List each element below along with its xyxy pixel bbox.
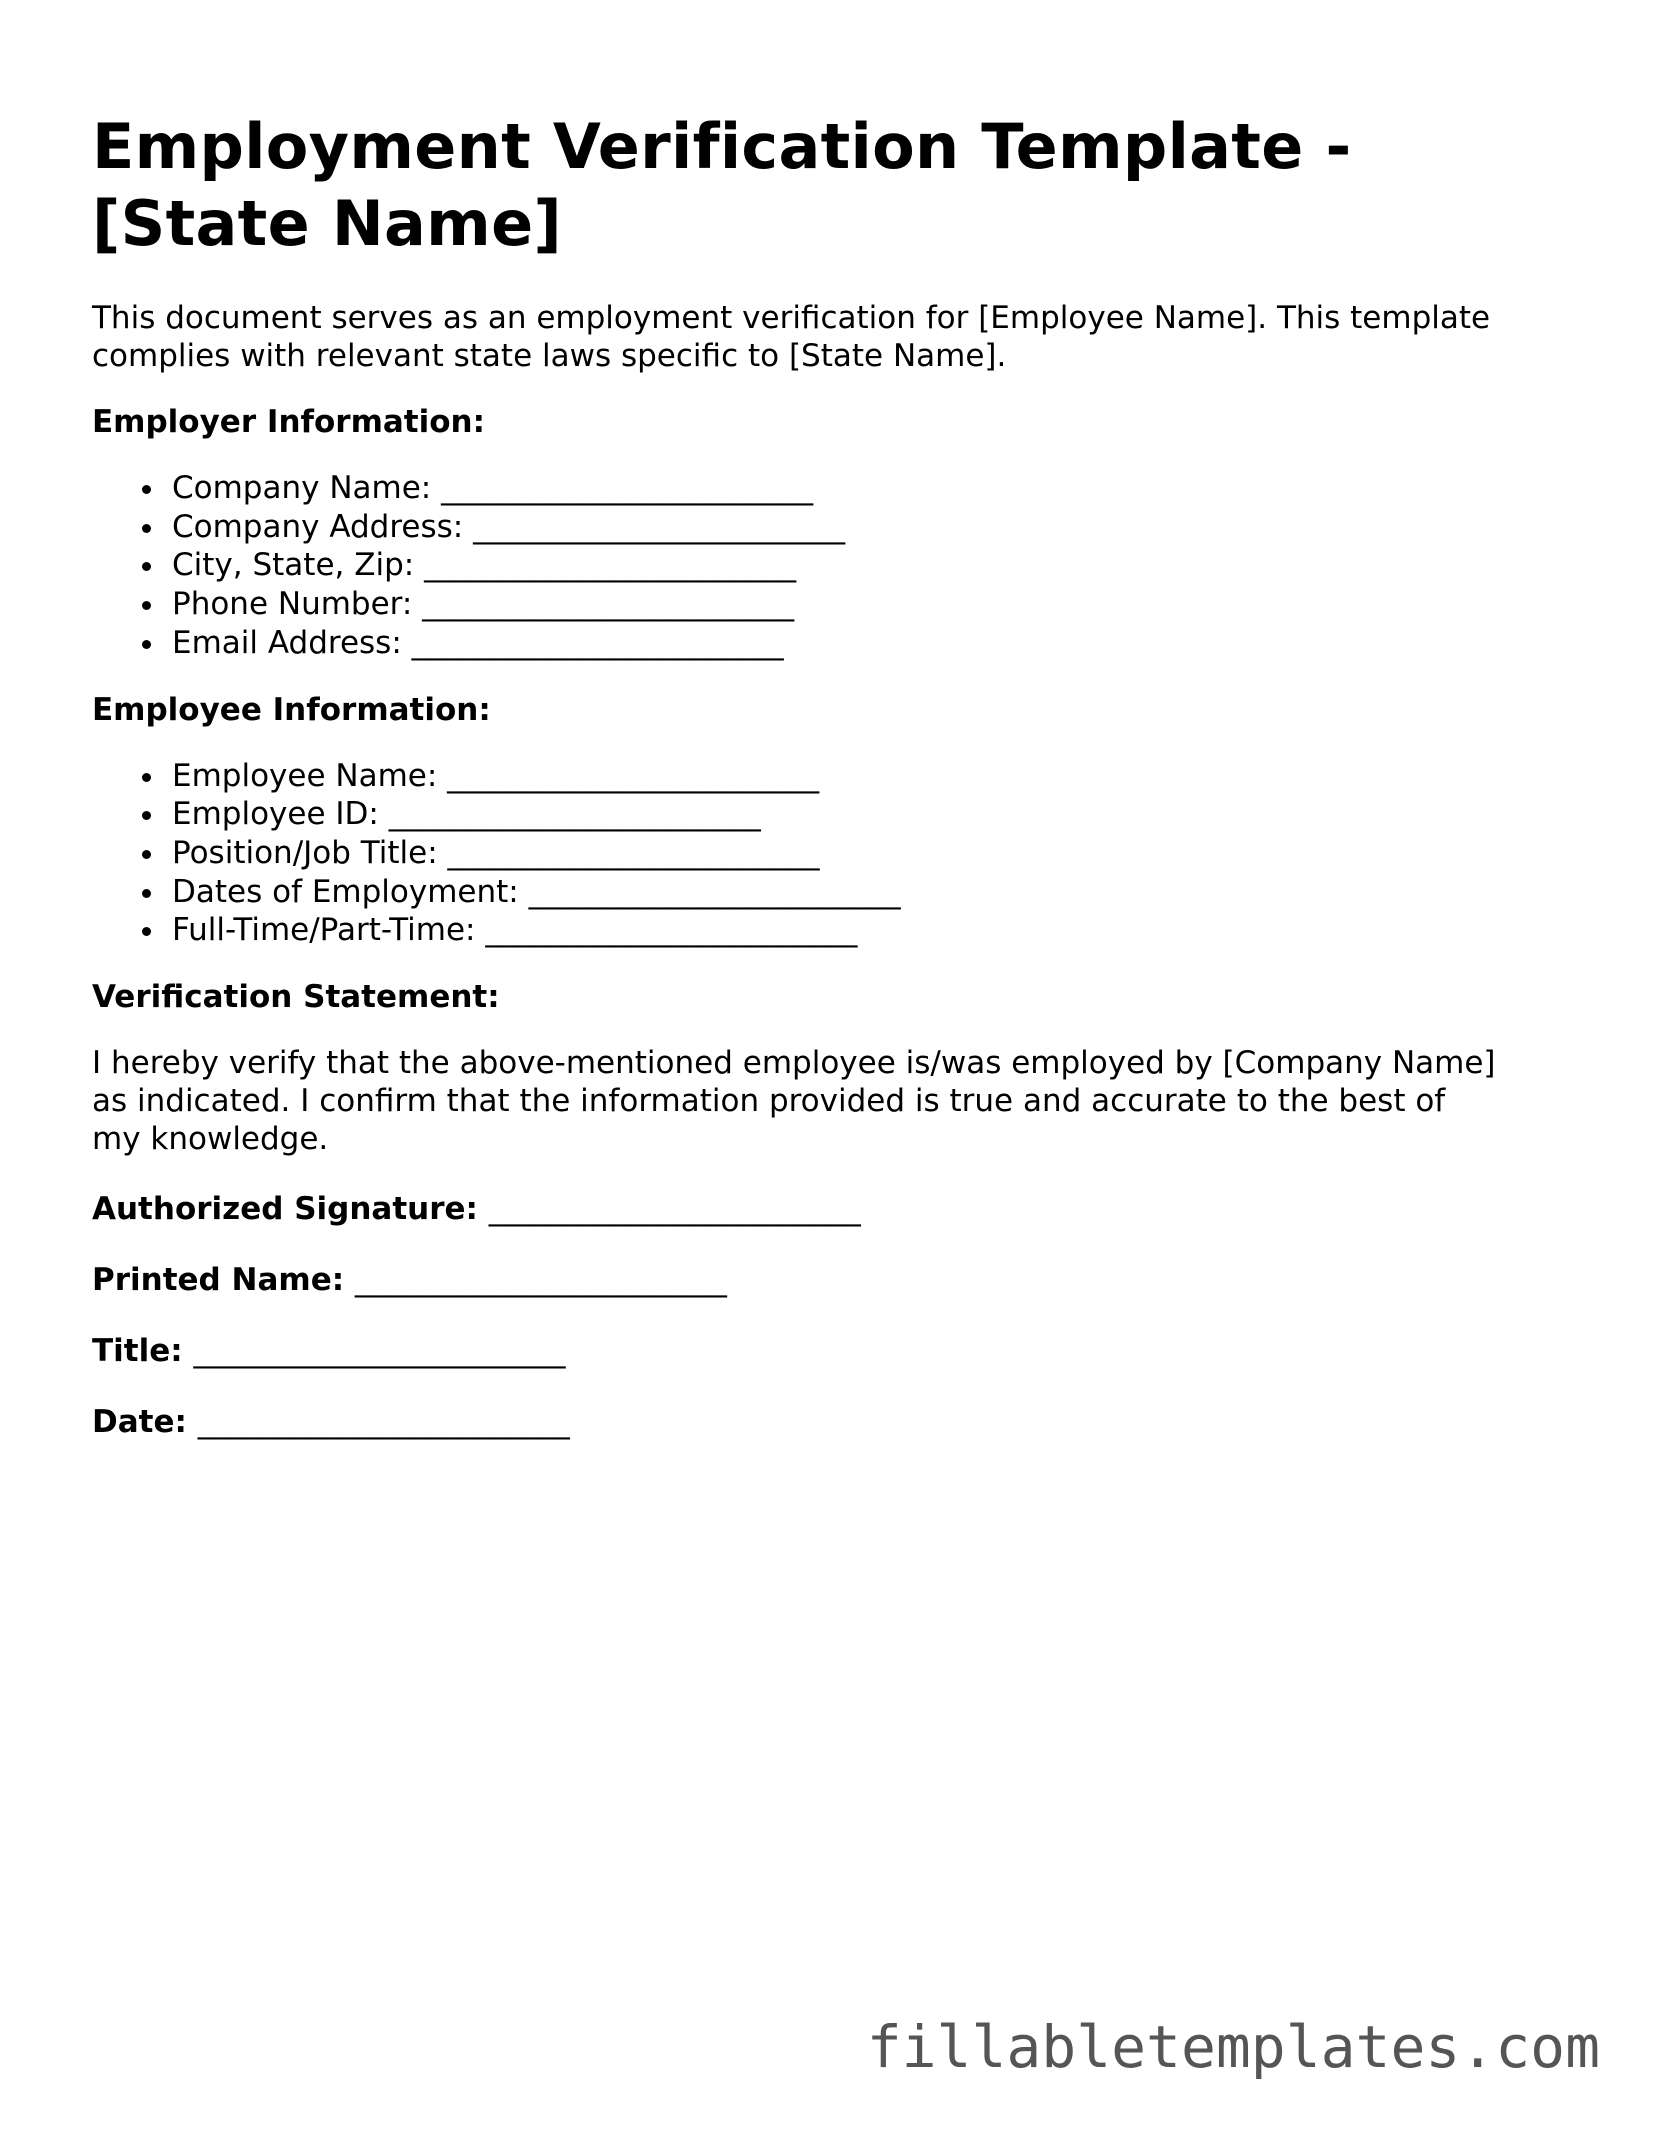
field-label: City, State, Zip: [172, 547, 425, 584]
title-line [92, 1332, 1582, 1370]
company-address-blank[interactable]: ________________________ [473, 508, 846, 545]
employee-id-blank[interactable]: ________________________ [388, 796, 761, 833]
employer-field-list [92, 469, 1582, 663]
field-label: Company Name: [172, 470, 442, 506]
dates-of-employment-blank[interactable]: ________________________ [528, 873, 901, 910]
intro-line2: complies with relevant state laws specific to [State Name]. [92, 338, 1007, 374]
city-state-zip-blank[interactable]: ________________________ [424, 547, 797, 584]
field-label: Phone Number: [172, 586, 423, 623]
employer-field-company-address [172, 508, 1582, 547]
field-label: Email Address: [172, 624, 412, 661]
document-title [92, 108, 1582, 262]
printed-name-line [92, 1261, 1582, 1299]
statement-line2: as indicated. I confirm that the information provided is true and accurate to the best of [92, 1083, 1446, 1120]
employee-field-employee-name [172, 757, 1582, 796]
email-address-blank[interactable]: ________________________ [411, 624, 784, 661]
date-label: Date: [92, 1404, 198, 1441]
employer-field-email-address [172, 624, 1582, 663]
employee-field-dates-of-employment [172, 873, 1582, 912]
field-label: Employee ID: [172, 796, 389, 833]
title-blank[interactable]: ________________________ [193, 1333, 566, 1370]
verification-section-heading: Verification Statement: [92, 979, 500, 1016]
title-label: Title: [92, 1333, 194, 1370]
field-label: Company Address: [172, 508, 474, 545]
field-label: Dates of Employment: [172, 873, 529, 910]
employee-field-full-part-time [172, 911, 1582, 950]
employee-field-position [172, 834, 1582, 873]
statement-line3: my knowledge. [92, 1121, 329, 1158]
employee-field-employee-id [172, 795, 1582, 834]
employee-section-heading: Employee Information: [92, 691, 491, 728]
employer-section-heading: Employer Information: [92, 404, 486, 440]
employer-field-city-state-zip [172, 546, 1582, 585]
employer-field-company-name [172, 469, 1582, 508]
printed-name-label: Printed Name: [92, 1262, 355, 1299]
authorized-signature-blank[interactable]: ________________________ [488, 1191, 861, 1228]
authorized-signature-line [92, 1190, 1582, 1228]
field-label: Position/Job Title: [172, 834, 448, 871]
phone-number-blank[interactable]: ________________________ [422, 586, 795, 623]
intro-line1: This document serves as an employment verification for [Employee Name]. This template [92, 300, 1491, 336]
date-line [92, 1403, 1582, 1441]
document-page [92, 108, 1582, 1441]
document-title-line1: Employment Verification Template - [92, 110, 1352, 183]
verification-statement [92, 1044, 1582, 1158]
position-blank[interactable]: ________________________ [447, 834, 820, 871]
employer-field-phone-number [172, 585, 1582, 624]
field-label: Full-Time/Part-Time: [172, 912, 486, 949]
printed-name-blank[interactable]: ________________________ [354, 1262, 727, 1299]
watermark-text: fillabletemplates.com [866, 2013, 1600, 2081]
employee-field-list [92, 757, 1582, 951]
full-part-time-blank[interactable]: ________________________ [485, 912, 858, 949]
employee-name-blank[interactable]: ________________________ [447, 757, 820, 794]
statement-line1: I hereby verify that the above-mentioned employee is/was employed by [Company Name] [92, 1045, 1496, 1082]
document-title-line2: [State Name] [92, 187, 563, 260]
field-label: Employee Name: [172, 757, 448, 794]
authorized-signature-label: Authorized Signature: [92, 1191, 489, 1228]
company-name-blank[interactable]: ________________________ [441, 470, 814, 506]
intro-paragraph [92, 299, 1582, 375]
date-blank[interactable]: ________________________ [197, 1404, 570, 1441]
